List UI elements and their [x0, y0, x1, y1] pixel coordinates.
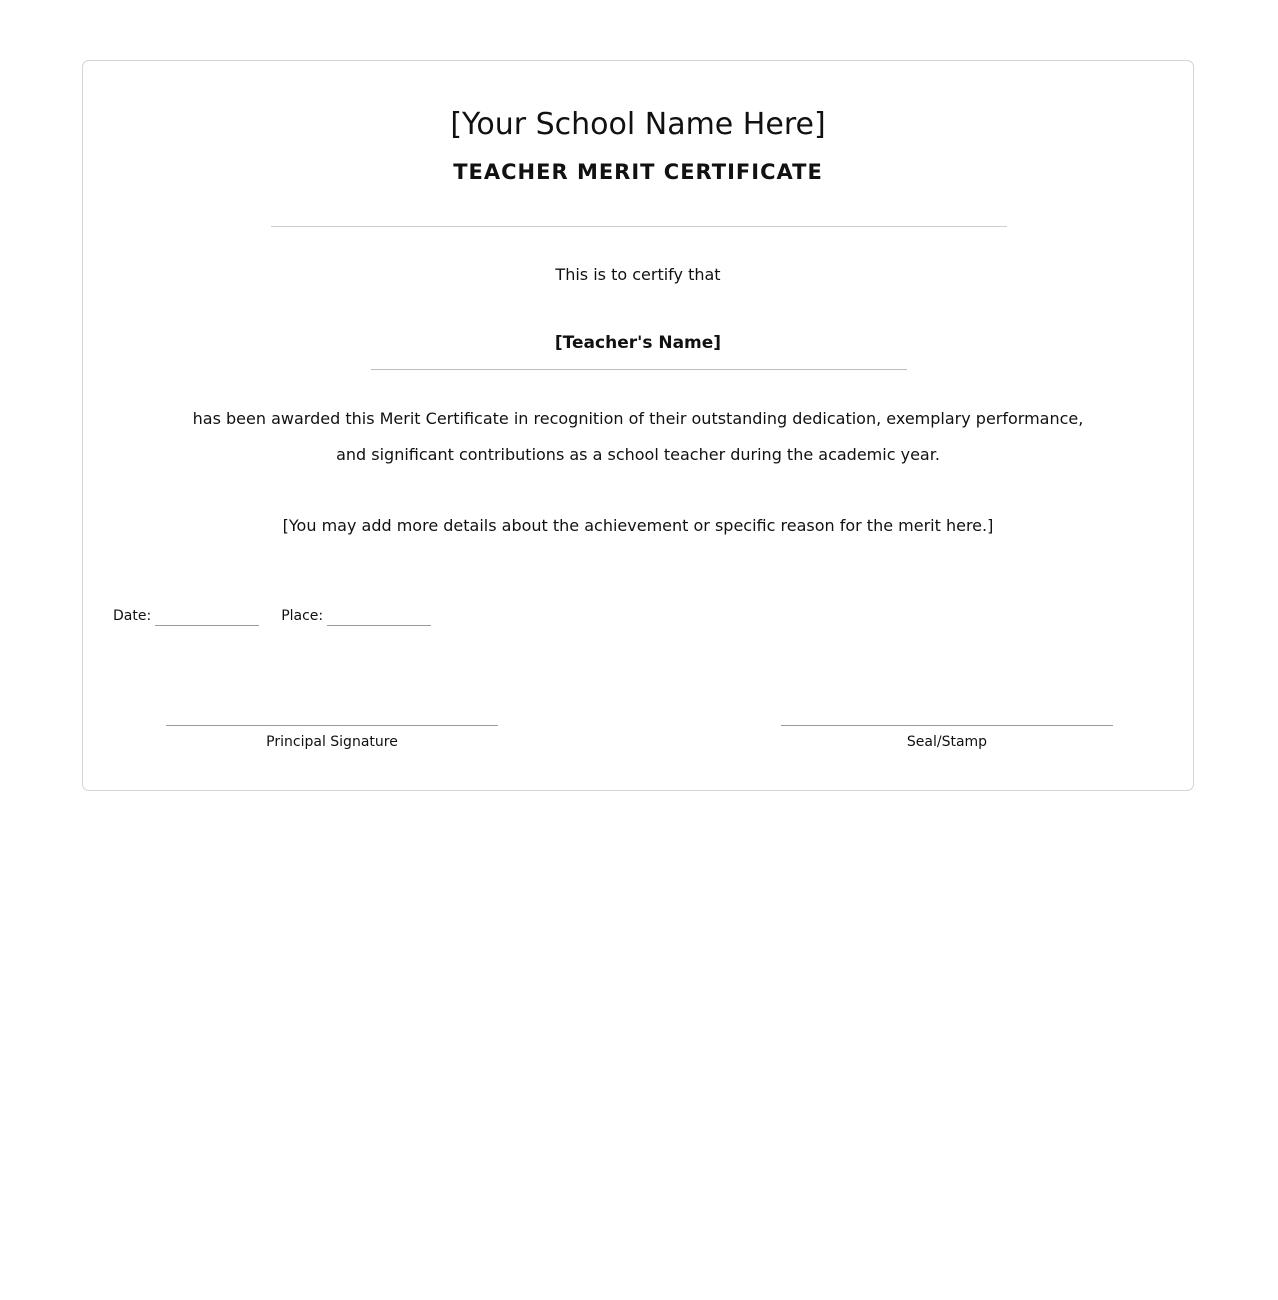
teacher-name: [Teacher's Name] [554, 333, 722, 353]
award-text [143, 401, 1133, 473]
certificate-title: TEACHER MERIT CERTIFICATE [453, 160, 823, 184]
certificate-card [82, 60, 1194, 791]
date-blank [155, 607, 259, 626]
award-line-1: has been awarded this Merit Certificate in recognition of their outstanding dedication, exemplary performance, [192, 409, 1084, 428]
title-divider [271, 226, 1007, 227]
seal-stamp-label: Seal/Stamp [906, 734, 988, 750]
date-label: Date: [113, 608, 152, 624]
principal-signature-label: Principal Signature [266, 734, 398, 750]
school-name: [Your School Name Here] [450, 107, 826, 142]
place-group [281, 606, 431, 626]
teacher-name-underline [371, 369, 907, 370]
principal-signature-line [166, 725, 498, 726]
details-text: [You may add more details about the achievement or specific reason for the merit here.] [282, 516, 994, 535]
seal-stamp-block [781, 725, 1113, 751]
principal-signature-block [166, 725, 498, 751]
certify-line: This is to certify that [555, 265, 721, 284]
place-label: Place: [281, 608, 324, 624]
date-place-row [113, 606, 431, 626]
seal-stamp-line [781, 725, 1113, 726]
place-blank [327, 607, 431, 626]
award-line-2: and significant contributions as a school teacher during the academic year. [336, 445, 940, 464]
